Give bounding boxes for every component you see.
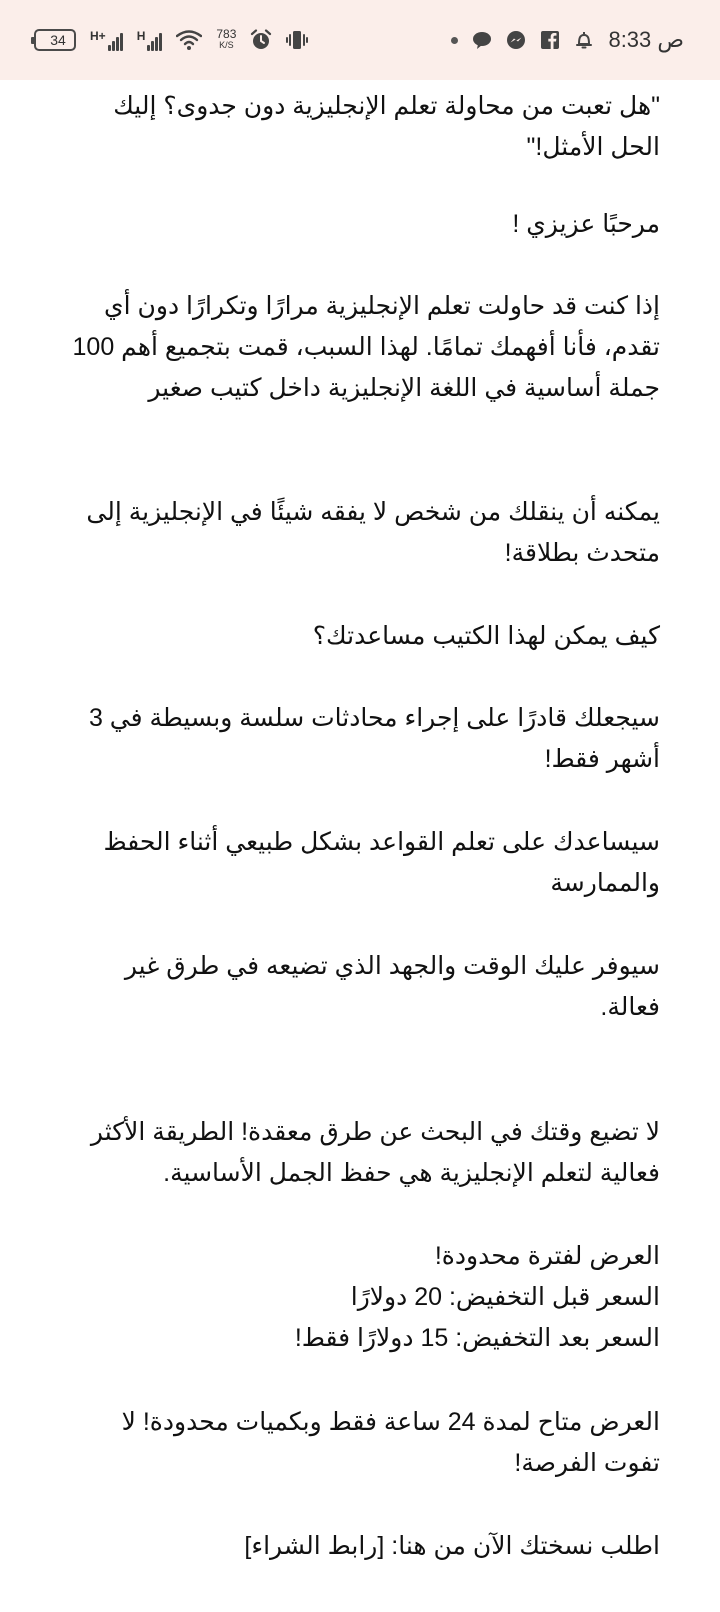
signal-strength-icon-sim2 bbox=[137, 29, 163, 51]
chat-bubble-icon bbox=[472, 30, 492, 50]
message-paragraph: العرض لفترة محدودة! السعر قبل التخفيض: 20 دولارًا السعر بعد التخفيض: 15 دولارًا فقط! bbox=[294, 1242, 660, 1352]
message-paragraph: "هل تعبت من محاولة تعلم الإنجليزية دون جدوى؟ إليك الحل الأمثل!" bbox=[106, 92, 660, 161]
more-notifications-dot-icon bbox=[451, 37, 458, 44]
clock: 8:33 ص bbox=[608, 27, 684, 52]
status-bar-right bbox=[451, 27, 684, 53]
network-type-sim1: H+ bbox=[90, 29, 106, 43]
battery-level: 34 bbox=[34, 29, 76, 51]
signal-strength-icon-sim1 bbox=[90, 29, 123, 51]
alarm-clock-icon bbox=[250, 29, 272, 51]
network-speed: 783 K/S bbox=[216, 27, 237, 50]
message-paragraph: يمكنه أن ينقلك من شخص لا يفقه شيئًا في الإنجليزية إلى متحدث بطلاقة! bbox=[79, 498, 660, 567]
status-bar-left bbox=[34, 29, 308, 51]
battery-icon bbox=[34, 29, 76, 51]
wifi-icon bbox=[176, 30, 202, 50]
message-paragraph: العرض متاح لمدة 24 ساعة فقط وبكميات محدودة! لا تفوت الفرصة! bbox=[114, 1408, 660, 1477]
bell-notification-icon bbox=[574, 30, 594, 50]
message-paragraph: كيف يمكن لهذا الكتيب مساعدتك؟ bbox=[312, 622, 660, 650]
status-bar bbox=[0, 0, 720, 80]
message-paragraph: اطلب نسختك الآن من هنا: [رابط الشراء] bbox=[244, 1532, 660, 1560]
vibrate-icon bbox=[286, 29, 308, 51]
message-paragraph: لا تضيع وقتك في البحث عن طرق معقدة! الطريقة الأكثر فعالية لتعلم الإنجليزية هي حفظ الجمل الأساسية. bbox=[83, 1118, 660, 1187]
facebook-icon bbox=[540, 30, 560, 50]
message-paragraph: سيجعلك قادرًا على إجراء محادثات سلسة وبسيطة في 3 أشهر فقط! bbox=[81, 704, 660, 773]
message-paragraph: مرحبًا عزيزي ! bbox=[512, 210, 660, 238]
message-paragraph: سيوفر عليك الوقت والجهد الذي تضيعه في طرق غير فعالة. bbox=[117, 952, 660, 1021]
message-paragraph: إذا كنت قد حاولت تعلم الإنجليزية مرارًا وتكرارًا دون أي تقدم، فأنا أفهمك تمامًا. لهذا السبب، قمت بتجميع أهم 100 جملة أساسية في اللغة الإنجليزية داخل كتيب صغير bbox=[65, 292, 660, 402]
message-paragraph: سيساعدك على تعلم القواعد بشكل طبيعي أثناء الحفظ والممارسة bbox=[96, 828, 660, 897]
network-type-sim2: H bbox=[136, 29, 146, 43]
messenger-icon bbox=[506, 30, 526, 50]
